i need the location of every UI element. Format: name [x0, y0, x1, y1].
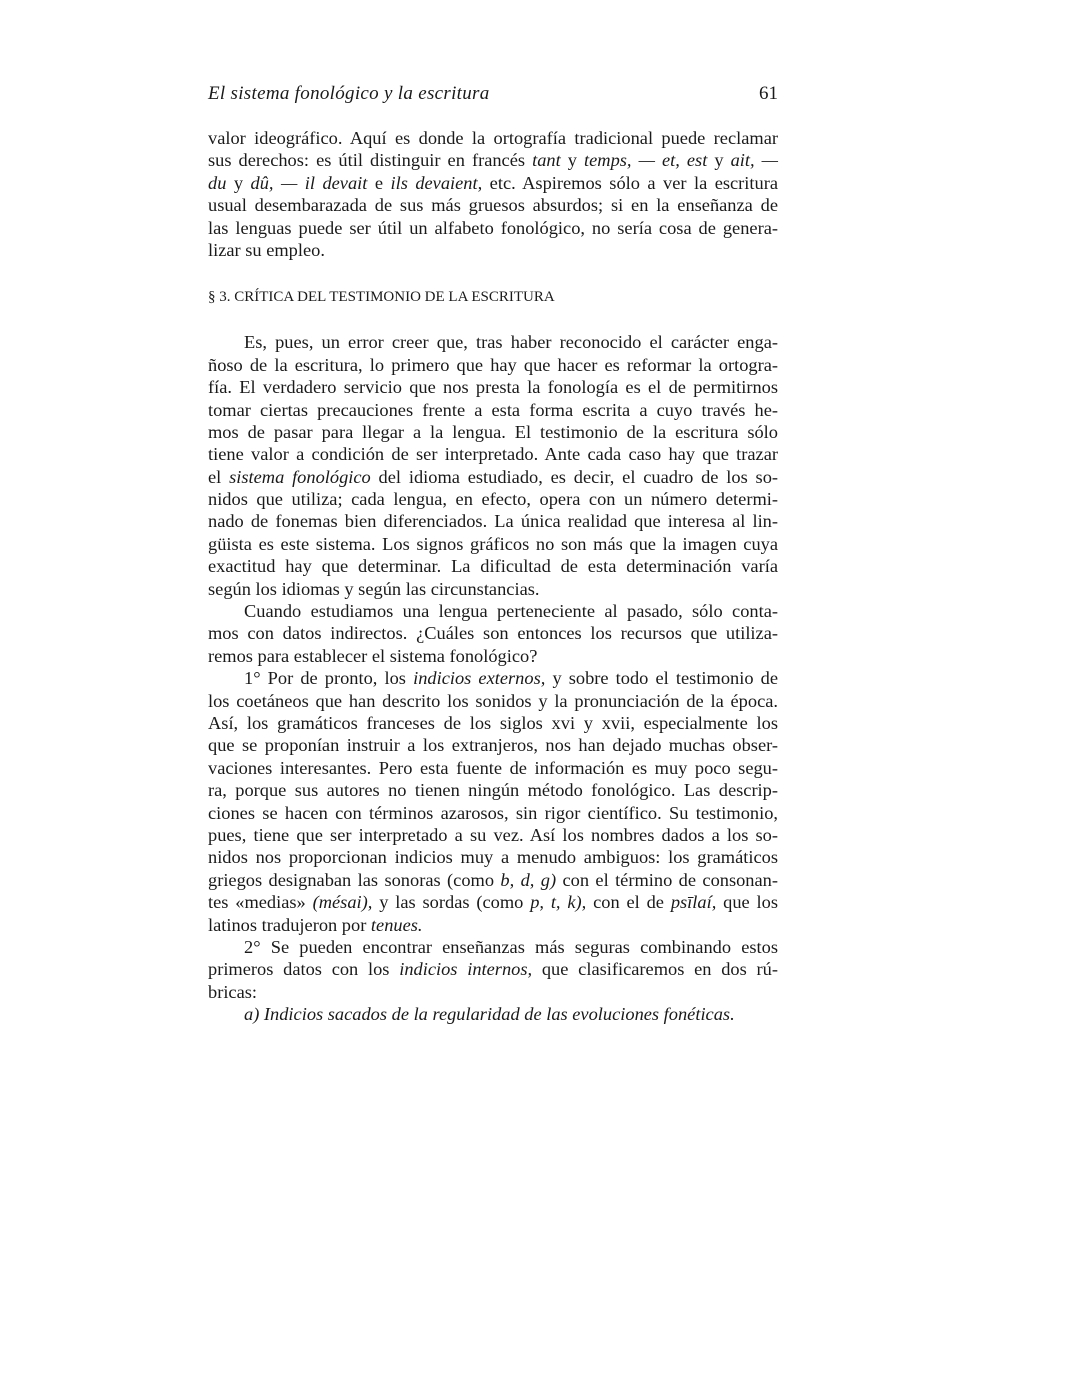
text-line: mos con datos indirectos. ¿Cuáles son entonces los recursos que utiliza- [208, 623, 778, 644]
text-line: griegos designaban las sonoras (como b, d, g) con el término de consonan- [208, 869, 778, 890]
text-line: mos de pasar para llegar a la lengua. El testimonio de la escritura sólo [208, 421, 778, 442]
text-line: sus derechos: es útil distinguir en francés tant y temps, — et, est y ait, — [208, 150, 779, 171]
text-line: Así, los gramáticos franceses de los siglos xvi y xvii, especialmente los [208, 712, 778, 733]
text-line: fía. El verdadero servicio que nos presta la fonología es el de permitirnos [208, 377, 778, 398]
text-line: nidos nos proporcionan indicios muy a menudo ambiguos: los gramáticos [208, 847, 778, 868]
paragraph-3 [208, 600, 778, 667]
section-heading: § 3. CRÍTICA DEL TESTIMONIO DE LA ESCRITURA [208, 289, 555, 306]
text-line: vaciones interesantes. Pero esta fuente de información es muy poco segu- [208, 757, 778, 778]
text-line: valor ideográfico. Aquí es donde la ortografía tradicional puede reclamar [208, 128, 778, 148]
text-line: tiene valor a condición de ser interpretado. Ante cada caso hay que trazar [208, 444, 778, 465]
text-line: 2° Se pueden encontrar enseñanzas más seguras combinando estos [244, 936, 778, 957]
paragraph-2 [208, 331, 778, 600]
text-line: nidos que utiliza; cada lengua, en efecto, opera con un número determi- [208, 489, 778, 510]
text-line: nado de fonemas bien diferenciados. La única realidad que interesa al lin- [208, 511, 778, 532]
text-line: lizar su empleo. [208, 239, 325, 260]
text-line: Es, pues, un error creer que, tras haber reconocido el carácter enga- [244, 332, 778, 353]
text-line: ñoso de la escritura, lo primero que hay que hacer es reformar la ortogra- [208, 354, 778, 375]
paragraph-5 [208, 936, 778, 1026]
running-title: El sistema fonológico y la escritura [208, 83, 490, 104]
text-line: usual desembarazada de sus más gruesos absurdos; si en la enseñanza de [208, 195, 778, 216]
text-line: Cuando estudiamos una lengua perteneciente al pasado, sólo conta- [244, 601, 778, 622]
paragraph-4 [208, 667, 778, 936]
text-line: 1° Por de pronto, los indicios externos, y sobre todo el testimonio de [244, 668, 778, 689]
text-line: el sistema fonológico del idioma estudiado, es decir, el cuadro de los so- [208, 466, 779, 487]
subsection-heading: a) Indicios sacados de la regularidad de las evoluciones fonéticas. [244, 1004, 735, 1025]
text-line: pues, tiene que ser interpretado a su vez. Así los nombres dados a los so- [208, 824, 778, 845]
text-line: los coetáneos que han descrito los sonidos y la pronunciación de la época. [208, 690, 778, 711]
page-number: 61 [759, 83, 778, 104]
text-line: las lenguas puede ser útil un alfabeto fonológico, no sería cosa de genera- [208, 217, 778, 238]
paragraph-1 [208, 127, 778, 261]
text-line: güista es este sistema. Los signos gráficos no son más que la imagen cuya [208, 533, 778, 554]
text-line: ra, porque sus autores no tienen ningún método fonológico. Las descrip- [208, 780, 778, 801]
text-line: tes «medias» (mésai), y las sordas (como p, t, k), con el de psīlaí, que los [208, 892, 779, 913]
text-line: latinos tradujeron por tenues. [208, 914, 423, 935]
text-line: du y dû, — il devait e ils devaient, etc. Aspiremos sólo a ver la escritura [208, 172, 779, 193]
text-line: exactitud hay que determinar. La dificultad de esta determinación varía [208, 556, 778, 577]
text-line: remos para establecer el sistema fonológico? [208, 645, 538, 666]
text-line: bricas: [208, 981, 258, 1002]
page-body [208, 127, 778, 1025]
text-line: ciones se hacen con términos azarosos, sin rigor científico. Su testimonio, [208, 802, 778, 823]
running-header [208, 80, 778, 108]
text-line: según los idiomas y según las circunstancias. [208, 578, 540, 599]
text-line: primeros datos con los indicios internos, que clasificaremos en dos rú- [208, 959, 778, 980]
text-line: tomar ciertas precauciones frente a esta forma escrita a cuyo través he- [208, 399, 778, 420]
text-line: que se proponían instruir a los extranjeros, nos han dejado muchas obser- [208, 735, 778, 756]
